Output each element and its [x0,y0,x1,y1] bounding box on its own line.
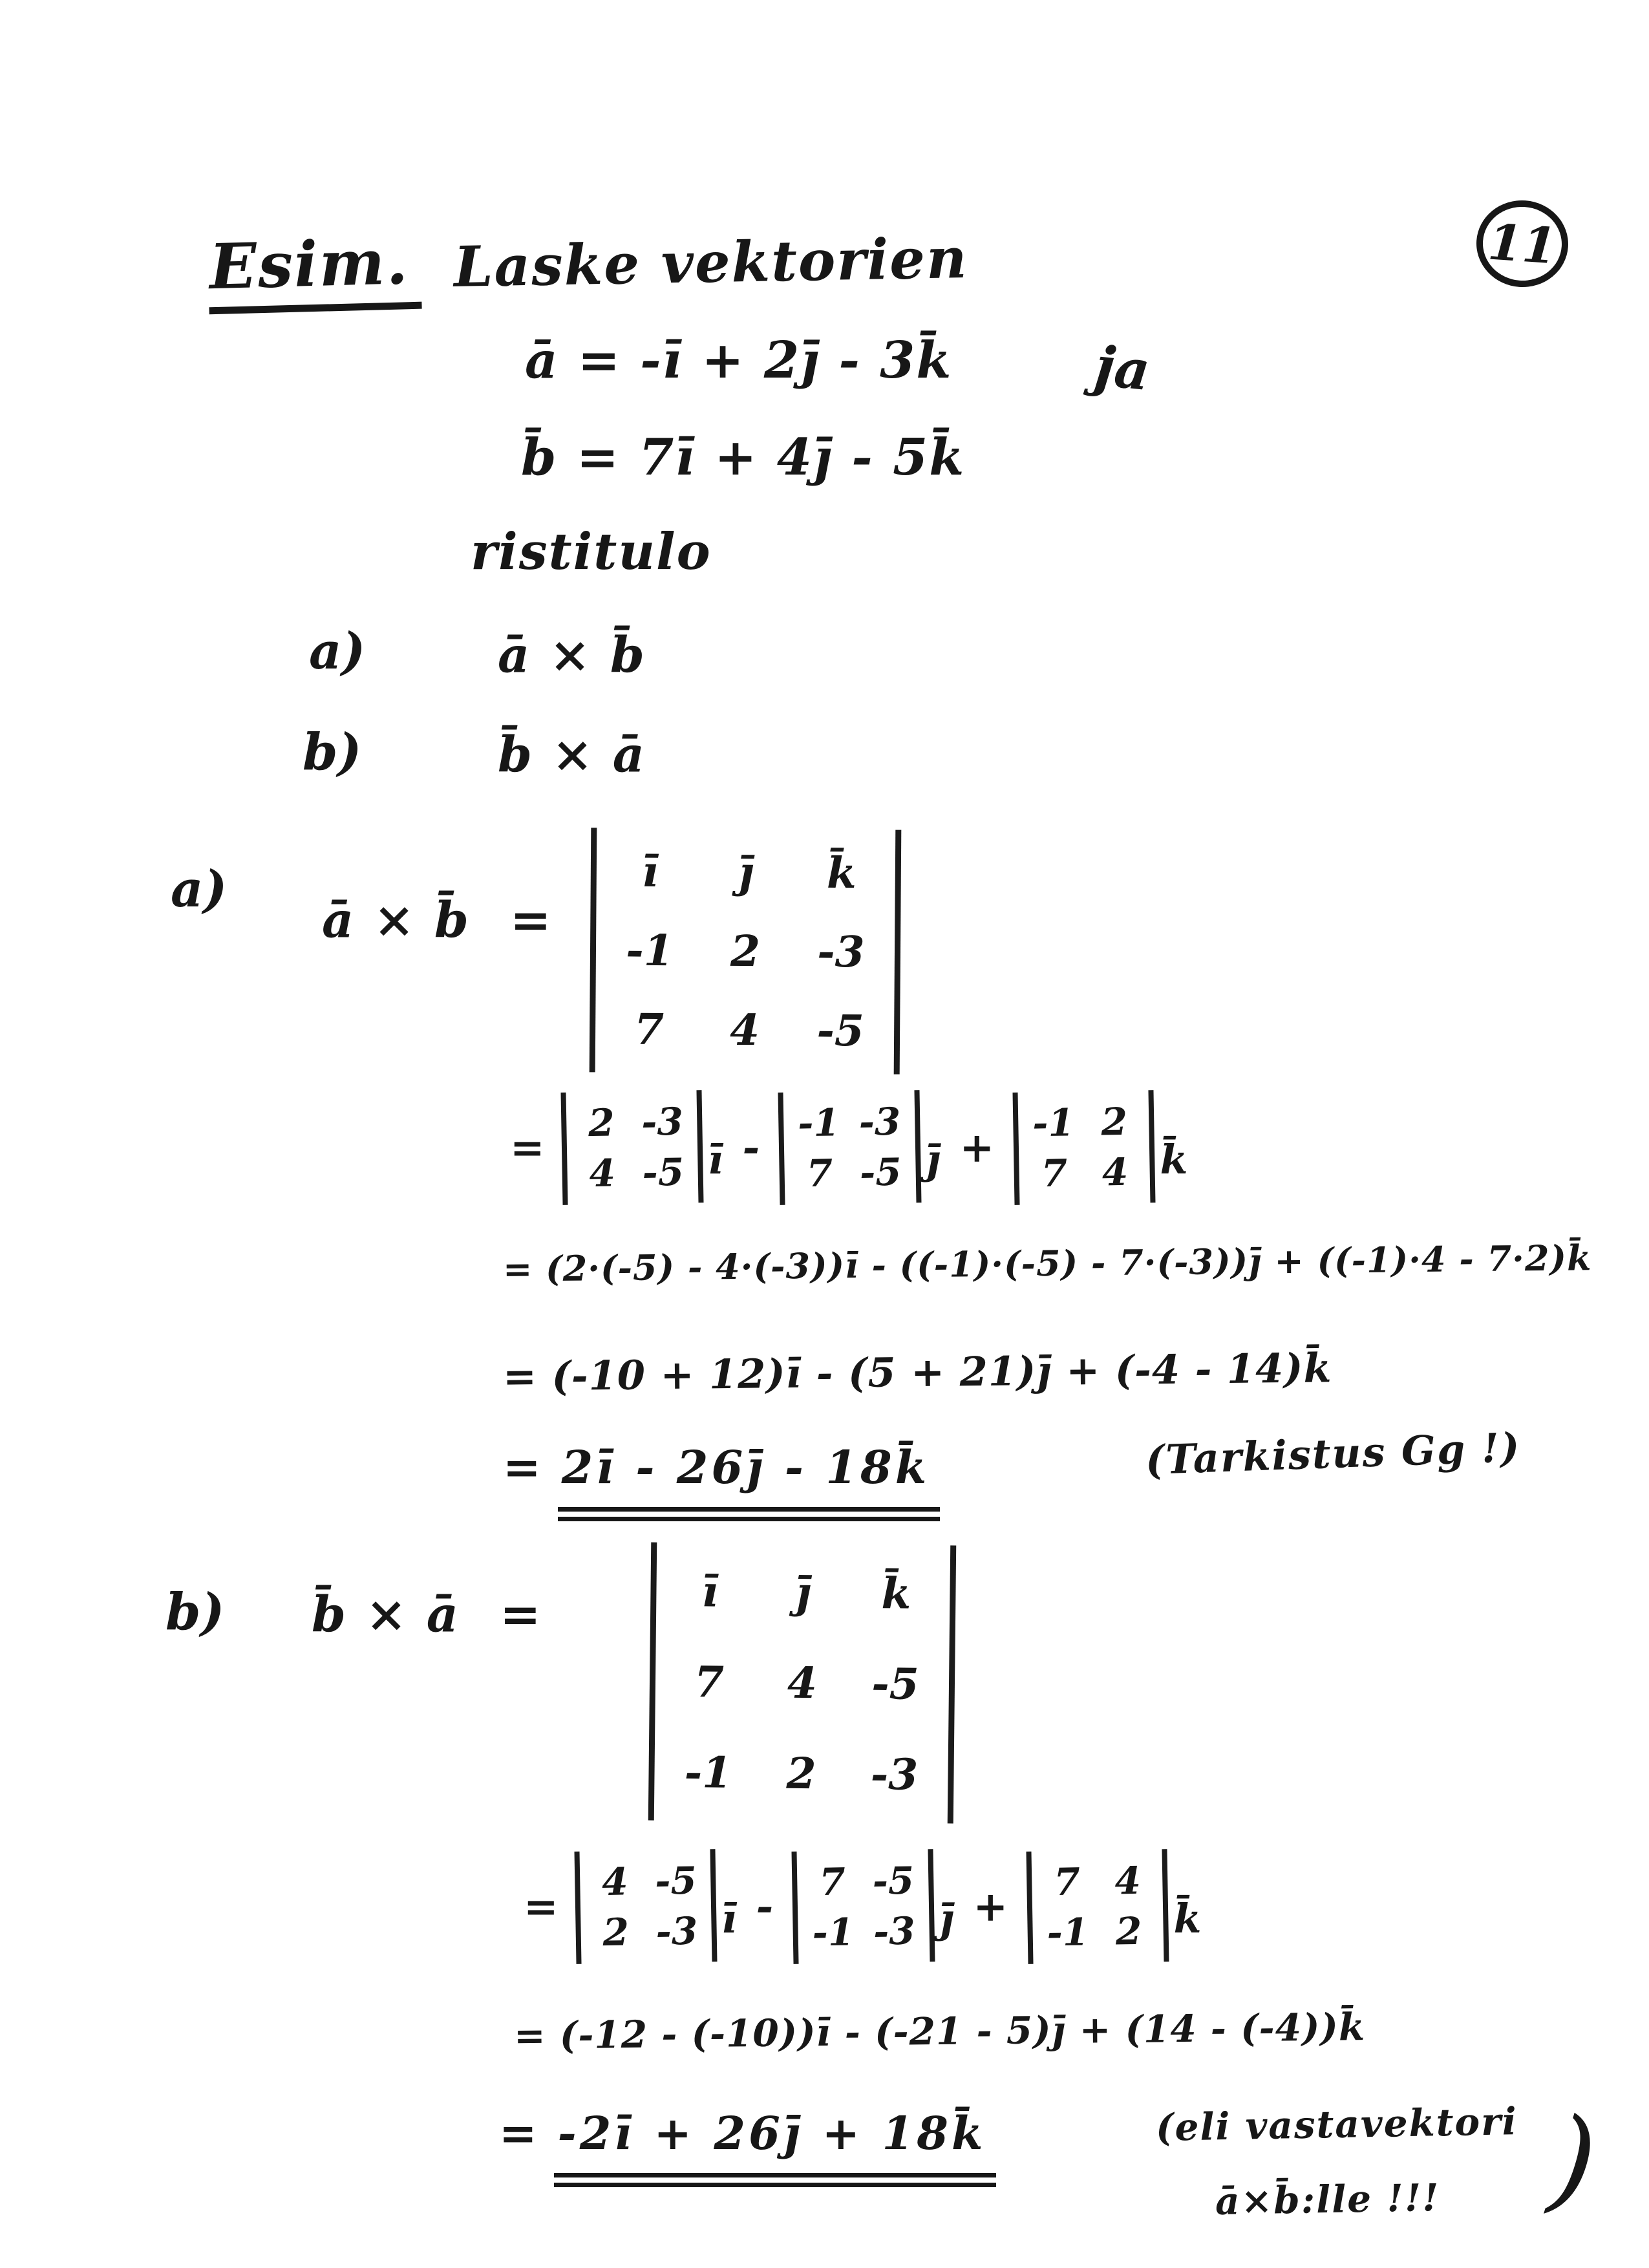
opposite-vector-note-line1: (eli vastavektori [1155,2099,1518,2150]
minor-2x2 [1013,1090,1156,1205]
det-cell: -1 [797,1100,840,1146]
determinant-3x3-b [648,1543,956,1824]
minus-operator: - [742,1123,760,1172]
det-cell: -1 [626,925,674,976]
plus-operator: + [973,1882,1008,1931]
solution-a-lhs-row [322,891,551,948]
opposite-vector-note-line2: ā×b̄:lle !!! [1215,2175,1441,2224]
cofactor-row-a [510,1091,1188,1204]
prompt-text: Laske vektorien [453,226,969,300]
det-cell: ī [701,1566,719,1617]
unit-vector-multiplier: ī [708,1135,723,1183]
minor-2x2 [778,1090,922,1205]
expansion-line-a: = (2·(-5) - 4·(-3))ī - ((-1)·(-5) - 7·(-3))j̄ + ((-1)·4 - 7·2)k̄ [502,1237,1592,1290]
det-cell: 2 [602,1910,630,1955]
det-cell: -1 [684,1747,732,1798]
det-cell: -1 [1047,1910,1089,1955]
det-cell: -3 [873,1909,916,1954]
det-cell: 4 [1114,1858,1142,1903]
det-cell: -5 [871,1658,920,1709]
minor-2x2 [1027,1849,1169,1964]
det-cell: -3 [641,1099,683,1144]
det-cell: -5 [859,1150,902,1195]
det-cell: j̄ [738,846,754,898]
det-cell: 7 [818,1859,846,1905]
det-cell: 7 [806,1151,833,1196]
cross-product-word: ristitulo [471,522,712,581]
det-cell: 7 [1041,1151,1068,1196]
result-row-a [503,1440,940,1521]
det-cell: 2 [1101,1099,1128,1144]
solution-a-lhs: ā × b̄ [322,891,470,948]
page-number-badge [1473,197,1571,290]
simplified-line-a: = (-10 + 12)ī - (5 + 21)j̄ + (-4 - 14)k̄ [502,1344,1332,1400]
example-label-wrap [208,225,421,312]
vector-a-definition: ā = -ī + 2j̄ - 3k̄ [525,331,953,390]
det-cell: k̄ [826,847,856,899]
det-cell: -5 [816,1005,865,1056]
equals-sign: = [524,1882,559,1931]
det-cell: -5 [641,1150,685,1195]
det-cell: 2 [730,925,761,977]
det-cell: ī [642,846,659,897]
task-b-label: b) [303,723,362,782]
det-cell: -3 [858,1099,901,1144]
example-label: Esim. [207,225,421,315]
det-cell: -1 [1032,1100,1075,1146]
solution-b-lhs-row [312,1585,541,1643]
det-cell: 4 [601,1859,628,1905]
unit-vector-multiplier: j̄ [926,1135,941,1183]
det-cell: 7 [1053,1859,1081,1905]
solution-b-lhs: b̄ × ā [312,1585,460,1643]
minor-2x2 [574,1849,717,1964]
det-cell: -5 [654,1858,697,1903]
det-cell: j̄ [795,1567,811,1618]
det-cell: 2 [1115,1909,1142,1954]
det-cell: 2 [786,1748,816,1799]
equals-sign: = [499,1585,541,1643]
unit-vector-multiplier: ī [721,1894,737,1942]
check-note: (Tarkistus Gg !) [1144,1423,1522,1484]
unit-vector-multiplier: k̄ [1160,1135,1188,1183]
det-cell: -5 [872,1858,915,1903]
result-b: -2ī + 26j̄ + 18k̄ [554,2106,997,2187]
unit-vector-multiplier: j̄ [939,1894,954,1942]
det-cell: -3 [870,1749,919,1800]
result-row-b [499,2106,996,2187]
vector-b-definition: b̄ = 7ī + 4j̄ - 5k̄ [521,428,966,487]
task-a-label: a) [309,622,366,681]
cofactor-row-b [524,1850,1202,1963]
det-cell: 4 [787,1657,818,1709]
plus-operator: + [959,1123,995,1172]
det-cell: -3 [655,1909,698,1954]
det-cell: -1 [812,1910,855,1955]
det-cell: 4 [1101,1150,1129,1195]
determinant-3x3-a [590,828,902,1074]
result-a: 2ī - 26j̄ - 18k̄ [558,1440,941,1521]
unit-vector-multiplier: k̄ [1173,1894,1202,1942]
det-cell: 4 [588,1151,616,1196]
solution-b-label: b) [165,1583,225,1642]
det-cell: 4 [729,1004,760,1056]
det-cell: 7 [694,1656,725,1707]
equals-sign: = [509,891,551,948]
task-a-expression: ā × b̄ [498,626,646,683]
expansion-line-b: = (-12 - (-10))ī - (-21 - 5)j̄ + (14 - (-4))k̄ [513,2005,1366,2058]
task-b-expression: b̄ × ā [498,725,646,783]
closing-paren: ) [1544,2092,1602,2229]
equals-sign: = [510,1123,545,1172]
equals-sign: = [499,2106,537,2160]
det-cell: k̄ [881,1568,911,1619]
det-cell: 7 [633,1003,665,1055]
page-number: 11 [1486,212,1559,275]
det-cell: 2 [588,1100,615,1146]
det-cell: -3 [817,926,865,978]
equals-sign: = [503,1440,541,1494]
minor-2x2 [792,1849,935,1964]
minus-operator: - [756,1882,774,1931]
solution-a-label: a) [171,860,228,919]
conjunction-ja: ja [1092,333,1153,403]
minor-2x2 [560,1090,703,1205]
